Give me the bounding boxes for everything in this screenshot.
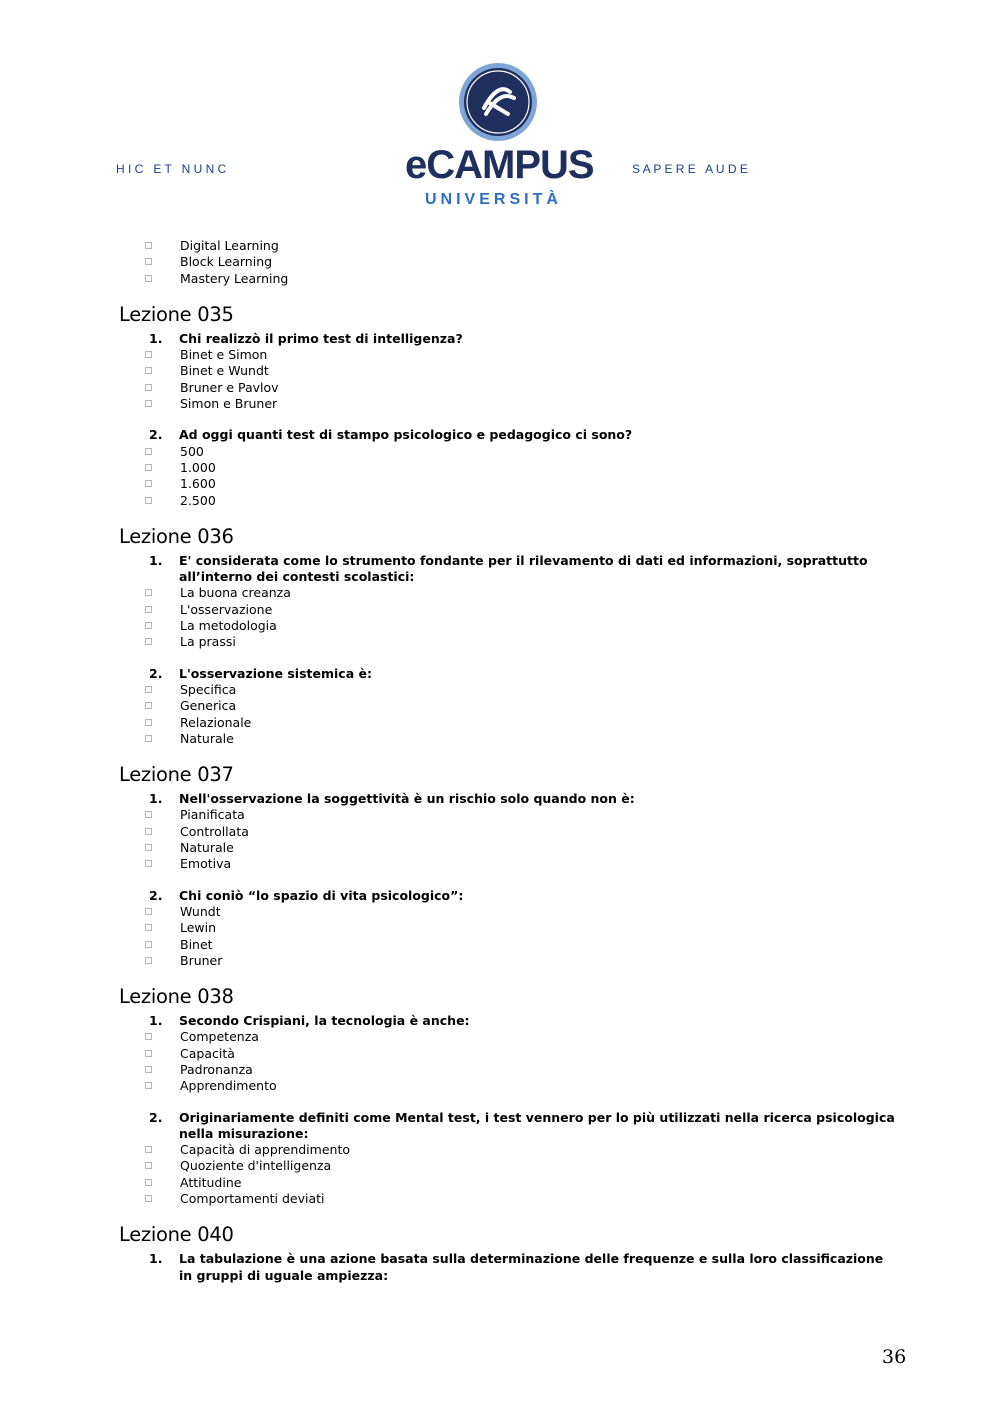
answer-option	[0, 634, 1000, 650]
checkbox-icon	[145, 400, 152, 407]
checkbox-icon	[145, 275, 152, 282]
answer-option-label: Generica	[180, 698, 237, 714]
answer-option	[0, 618, 1000, 634]
question-label: Chi realizzò il primo test di intelligenza?	[179, 330, 463, 346]
answer-option-label: La buona creanza	[180, 585, 291, 601]
checkbox-icon	[145, 1195, 152, 1202]
checkbox-icon	[145, 719, 152, 726]
answer-option-list	[0, 1142, 1000, 1207]
answer-option-list	[0, 585, 1000, 650]
answer-option	[0, 493, 1000, 509]
question-text	[0, 888, 1000, 904]
answer-option	[0, 460, 1000, 476]
checkbox-icon	[145, 1066, 152, 1073]
checkbox-icon	[145, 844, 152, 851]
answer-option-list	[0, 682, 1000, 747]
answer-option	[0, 904, 1000, 920]
answer-option-label: La prassi	[180, 634, 236, 650]
checkbox-icon	[145, 606, 152, 613]
checkbox-icon	[145, 1082, 152, 1089]
lessons-container	[0, 301, 1000, 1284]
checkbox-icon	[145, 908, 152, 915]
answer-option-label: Apprendimento	[180, 1078, 277, 1094]
lesson-section	[0, 301, 1000, 509]
question-number: 2.	[149, 1109, 163, 1125]
answer-option-label: Lewin	[180, 920, 217, 936]
checkbox-icon	[145, 1033, 152, 1040]
answer-option-label: Binet e Simon	[180, 347, 268, 363]
lesson-section	[0, 523, 1000, 747]
answer-option-label: Emotiva	[180, 856, 232, 872]
checkbox-icon	[145, 258, 152, 265]
answer-option-label: Naturale	[180, 840, 234, 856]
answer-option-label: Attitudine	[180, 1174, 242, 1190]
question-label: Ad oggi quanti test di stampo psicologico e pedagogico ci sono?	[179, 427, 633, 443]
intro-option-list	[0, 238, 1000, 287]
answer-option-label: La metodologia	[180, 618, 277, 634]
answer-option	[0, 840, 1000, 856]
checkbox-icon	[145, 811, 152, 818]
question-label: Originariamente definiti come Mental test, i test vennero per lo più utilizzati nella ricerca psicologica nella misurazione:	[179, 1109, 895, 1141]
answer-option	[0, 1062, 1000, 1078]
answer-option	[0, 731, 1000, 747]
checkbox-icon	[145, 860, 152, 867]
checkbox-icon	[145, 1179, 152, 1186]
checkbox-icon	[145, 702, 152, 709]
answer-option	[0, 380, 1000, 396]
question-label: Chi coniò “lo spazio di vita psicologico”:	[179, 887, 464, 903]
question-text	[0, 553, 1000, 586]
checkbox-icon	[145, 622, 152, 629]
answer-option	[0, 238, 1000, 254]
checkbox-icon	[145, 351, 152, 358]
answer-option-label: Naturale	[180, 730, 234, 746]
question-text	[0, 331, 1000, 347]
answer-option	[0, 476, 1000, 492]
answer-option	[0, 856, 1000, 872]
question-label: L'osservazione sistemica è:	[179, 665, 372, 681]
question-block	[0, 427, 1000, 508]
question-label: E' considerata come lo strumento fondante per il rilevamento di dati ed informazioni, soprattutto all’interno dei contesti scolastici:	[179, 552, 868, 585]
lesson-title: Lezione 036	[119, 524, 234, 548]
question-number: 1.	[149, 791, 163, 807]
checkbox-icon	[145, 384, 152, 391]
answer-option-label: Digital Learning	[180, 238, 279, 253]
question-text	[0, 427, 1000, 443]
answer-option-list	[0, 807, 1000, 872]
checkbox-icon	[145, 686, 152, 693]
checkbox-icon	[145, 638, 152, 645]
page-header	[0, 0, 1000, 230]
question-number: 2.	[149, 887, 163, 903]
document-body	[0, 238, 1000, 1284]
answer-option-label: 1.000	[180, 459, 216, 475]
checkbox-icon	[145, 1050, 152, 1057]
question-number: 2.	[149, 665, 163, 681]
ecampus-wordmark: eCAMPUS	[405, 143, 594, 187]
question-block	[0, 791, 1000, 872]
checkbox-icon	[145, 242, 152, 249]
question-block	[0, 1013, 1000, 1094]
checkbox-icon	[145, 480, 152, 487]
answer-option-label: Padronanza	[180, 1061, 253, 1077]
answer-option-label: Relazionale	[180, 714, 252, 730]
question-block	[0, 1251, 1000, 1284]
answer-option	[0, 396, 1000, 412]
question-block	[0, 1110, 1000, 1208]
ecampus-seal-logo	[458, 62, 538, 142]
answer-option-list	[0, 904, 1000, 969]
checkbox-icon	[145, 589, 152, 596]
answer-option-label: Mastery Learning	[180, 270, 289, 286]
answer-option	[0, 824, 1000, 840]
checkbox-icon	[145, 828, 152, 835]
answer-option-label: Capacità	[180, 1045, 235, 1061]
checkbox-icon	[145, 941, 152, 948]
answer-option-label: Binet	[180, 936, 213, 952]
answer-option	[0, 363, 1000, 379]
question-number: 2.	[149, 427, 163, 443]
lesson-title: Lezione 035	[119, 302, 234, 326]
checkbox-icon	[145, 448, 152, 455]
answer-option-label: Quoziente d'intelligenza	[180, 1158, 332, 1174]
page-number: 36	[882, 1346, 907, 1368]
answer-option	[0, 254, 1000, 270]
question-label: Nell'osservazione la soggettività è un rischio solo quando non è:	[179, 791, 635, 807]
answer-option-label: L'osservazione	[180, 601, 273, 617]
question-number: 1.	[149, 1251, 163, 1267]
motto-left: H I C E T N U N C	[116, 162, 227, 176]
question-number: 1.	[149, 552, 163, 568]
answer-option	[0, 715, 1000, 731]
question-text	[0, 1251, 1000, 1284]
answer-option	[0, 444, 1000, 460]
lesson-title: Lezione 038	[119, 985, 234, 1009]
question-label: Secondo Crispiani, la tecnologia è anche:	[179, 1013, 470, 1029]
answer-option	[0, 1191, 1000, 1207]
checkbox-icon	[145, 367, 152, 374]
answer-option	[0, 953, 1000, 969]
checkbox-icon	[145, 464, 152, 471]
answer-option-label: 1.600	[180, 476, 216, 492]
lesson-section	[0, 761, 1000, 969]
answer-option	[0, 602, 1000, 618]
question-number: 1.	[149, 330, 163, 346]
answer-option-list	[0, 347, 1000, 412]
question-block	[0, 331, 1000, 412]
question-text	[0, 1013, 1000, 1029]
answer-option-label: Wundt	[180, 903, 221, 919]
answer-option-label: Comportamenti deviati	[180, 1191, 325, 1207]
answer-option	[0, 1175, 1000, 1191]
answer-option-label: Capacità di apprendimento	[180, 1142, 350, 1158]
answer-option	[0, 1142, 1000, 1158]
question-number: 1.	[149, 1013, 163, 1029]
checkbox-icon	[145, 497, 152, 504]
checkbox-icon	[145, 957, 152, 964]
checkbox-icon	[145, 735, 152, 742]
answer-option	[0, 937, 1000, 953]
question-label: La tabulazione è una azione basata sulla determinazione delle frequenze e sulla loro classificazione in gruppi di uguale ampiezza:	[179, 1251, 884, 1283]
answer-option	[0, 585, 1000, 601]
answer-option-label: Block Learning	[180, 254, 273, 270]
answer-option-label: Competenza	[180, 1029, 259, 1045]
lesson-title: Lezione 040	[119, 1223, 234, 1247]
answer-option	[0, 682, 1000, 698]
answer-option	[0, 1078, 1000, 1094]
answer-option	[0, 807, 1000, 823]
lesson-section	[0, 983, 1000, 1207]
lesson-section	[0, 1221, 1000, 1284]
answer-option-list	[0, 1029, 1000, 1094]
answer-option-label: Simon e Bruner	[180, 396, 278, 412]
answer-option-label: Bruner e Pavlov	[180, 379, 279, 395]
universita-label: UNIVERSITÀ	[425, 191, 562, 208]
question-block	[0, 888, 1000, 969]
lesson-title: Lezione 037	[119, 763, 234, 787]
answer-option-label: Specifica	[180, 681, 237, 697]
answer-option-list	[0, 444, 1000, 509]
answer-option	[0, 347, 1000, 363]
answer-option	[0, 1046, 1000, 1062]
answer-option	[0, 920, 1000, 936]
checkbox-icon	[145, 1146, 152, 1153]
motto-right: S A P E R E A U D E	[632, 162, 748, 176]
question-text	[0, 666, 1000, 682]
answer-option	[0, 271, 1000, 287]
answer-option	[0, 1029, 1000, 1045]
checkbox-icon	[145, 1162, 152, 1169]
question-block	[0, 666, 1000, 747]
answer-option-label: Bruner	[180, 952, 223, 968]
checkbox-icon	[145, 924, 152, 931]
answer-option	[0, 698, 1000, 714]
question-block	[0, 553, 1000, 651]
answer-option-label: Binet e Wundt	[180, 363, 269, 379]
answer-option-label: 2.500	[180, 492, 216, 508]
question-text	[0, 1110, 1000, 1143]
question-text	[0, 791, 1000, 807]
answer-option-label: Pianificata	[180, 807, 245, 823]
answer-option-label: 500	[180, 443, 204, 459]
answer-option	[0, 1158, 1000, 1174]
answer-option-label: Controllata	[180, 823, 249, 839]
